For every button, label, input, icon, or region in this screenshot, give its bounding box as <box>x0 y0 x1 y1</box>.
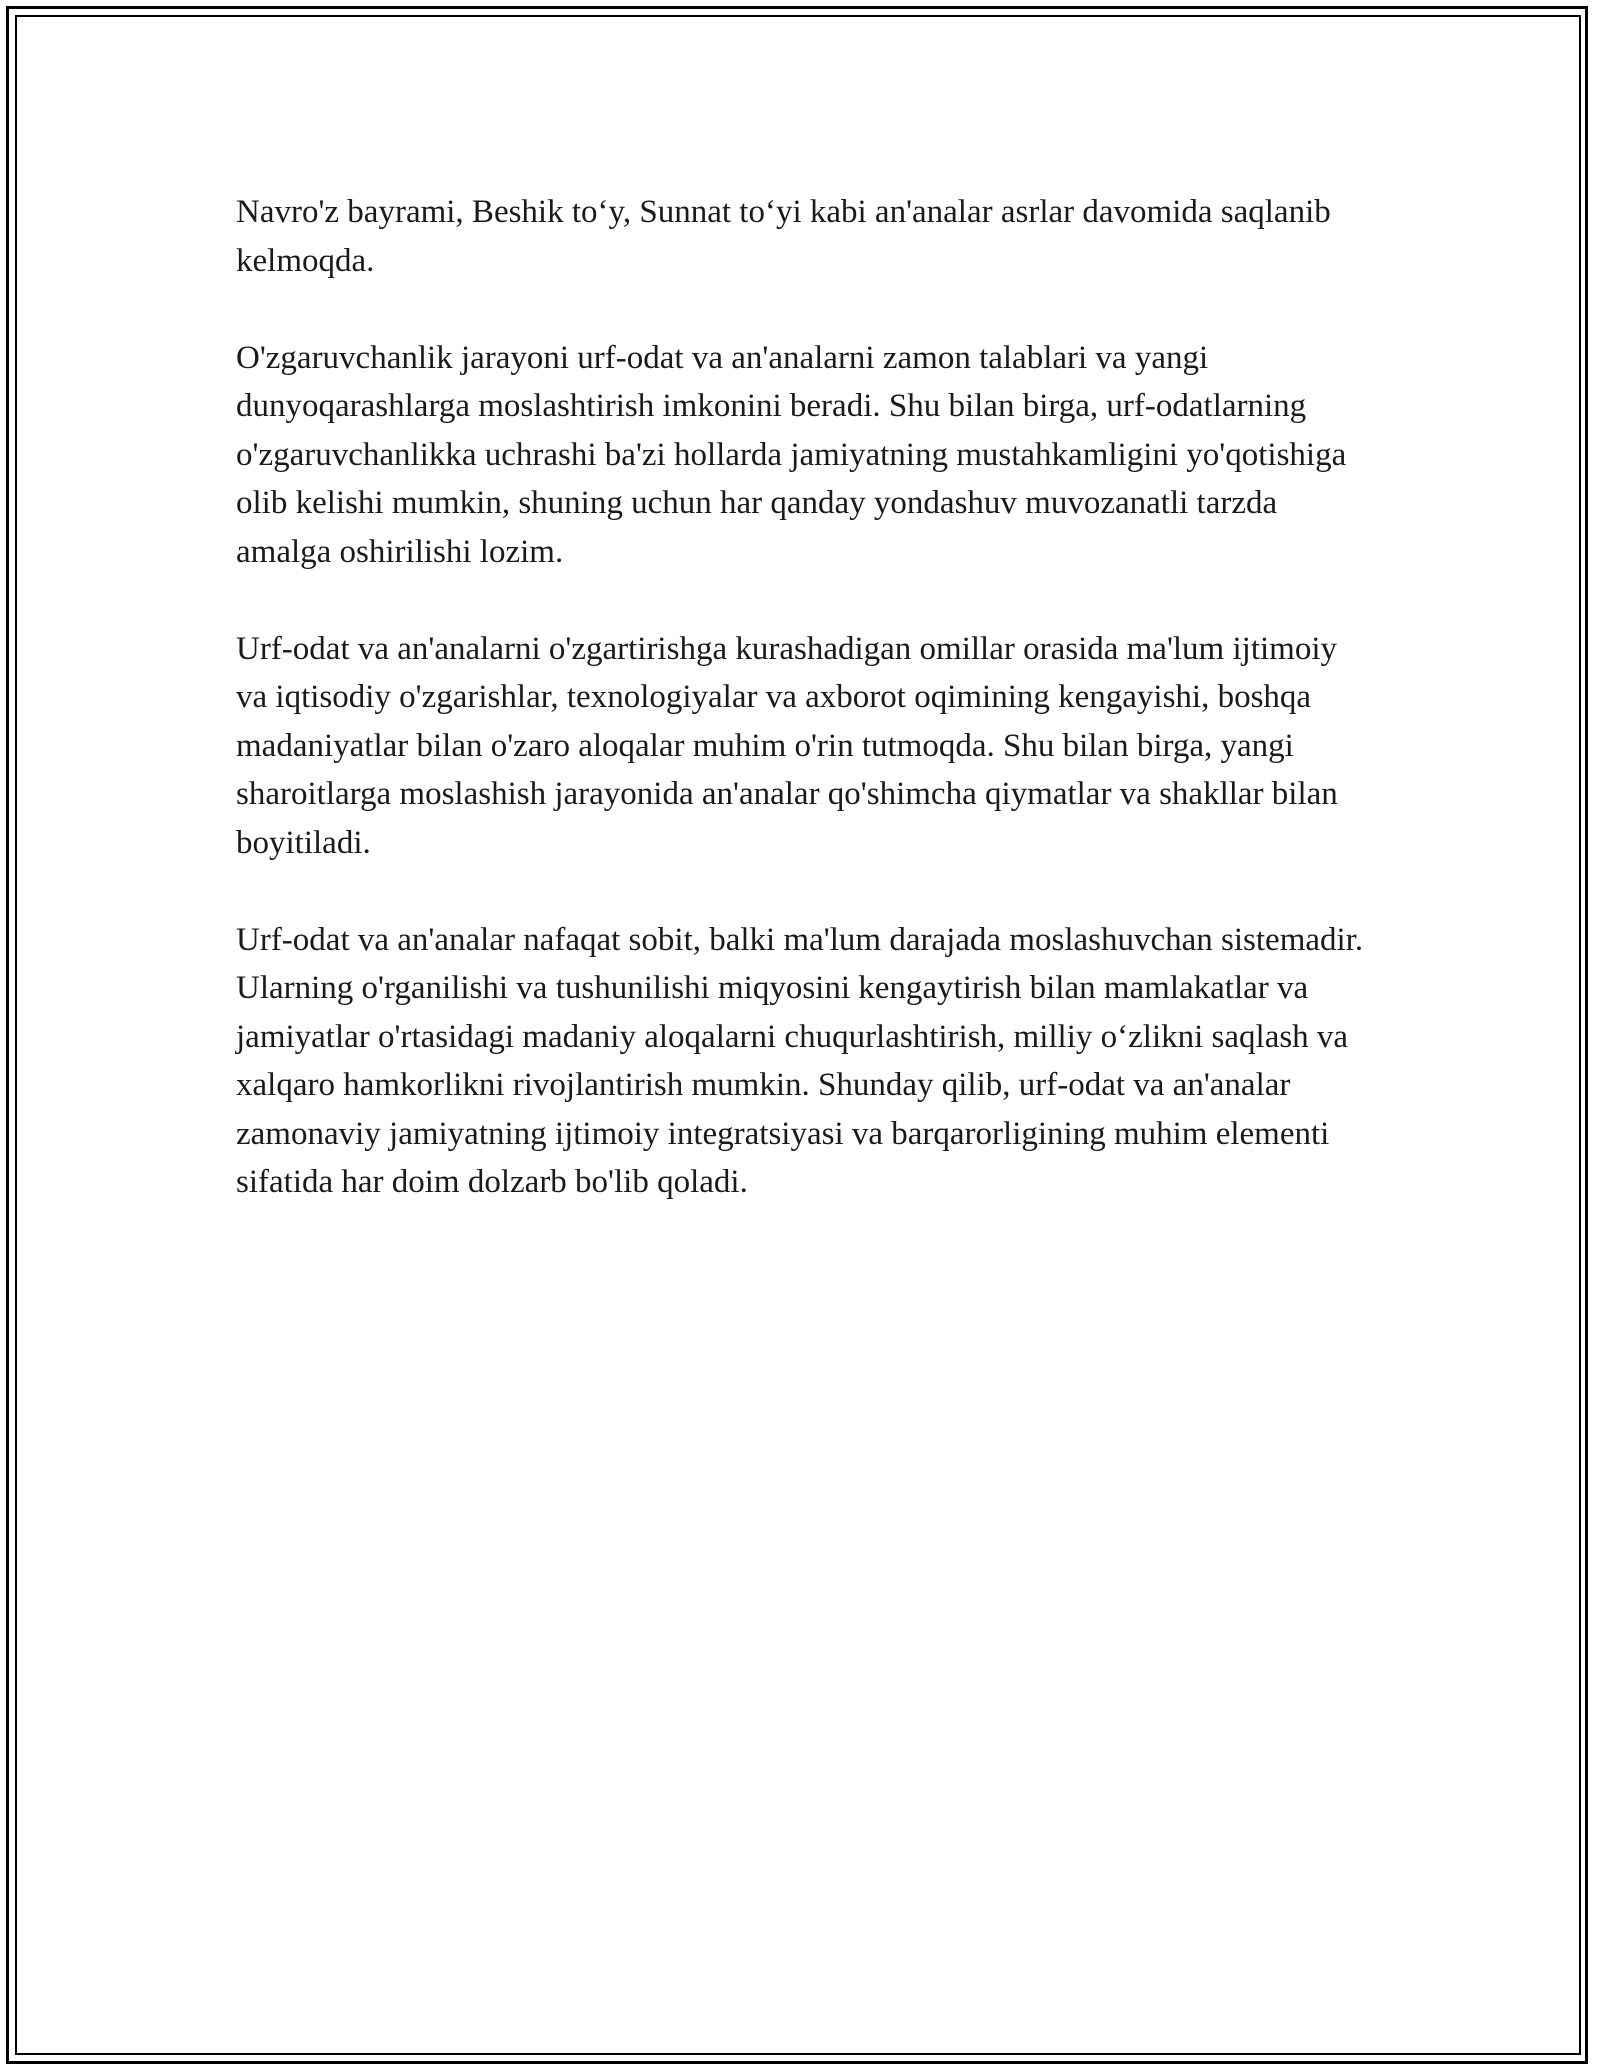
paragraph-4: Urf-odat va an'analar nafaqat sobit, balki ma'lum darajada moslashuvchan sistemadir. Ularning o'rganilishi va tushunilishi miqyosini kengaytirish bilan mamlakatlar va jamiyatlar o'rtasidagi madaniy aloqalarni chuqurlashtirish, milliy o‘zlikni saqlash va xalqaro hamkorlikni rivojlantirish mumkin. Shunday qilib, urf-odat va an'analar zamonaviy jamiyatning ijtimoiy integratsiyasi va barqarorligining muhim elementi sifatida har doim dolzarb bo'lib qoladi. <box>236 921 1364 1200</box>
document-body <box>236 188 1366 1255</box>
paragraph-1: Navro'z bayrami, Beshik to‘y, Sunnat to‘yi kabi an'analar asrlar davomida saqlanib kelmoqda. <box>236 194 1331 279</box>
paragraph-3: Urf-odat va an'analarni o'zgartirishga kurashadigan omillar orasida ma'lum ijtimoiy va iqtisodiy o'zgarishlar, texnologiyalar va axborot oqimining kengayishi, boshqa madaniyatlar bilan o'zaro aloqalar muhim o'rin tutmoqda. Shu bilan birga, yangi sharoitlarga moslashish jarayonida an'analar qo'shimcha qiymatlar va shakllar bilan boyitiladi. <box>236 630 1338 861</box>
paragraph-2: O'zgaruvchanlik jarayoni urf-odat va an'analarni zamon talablari va yangi dunyoqarashlarga moslashtirish imkonini beradi. Shu bilan birga, urf-odatlarning o'zgaruvchanlikka uchrashi ba'zi hollarda jamiyatning mustahkamligini yo'qotishiga olib kelishi mumkin, shuning uchun har qanday yondashuv muvozanatli tarzda amalga oshirilishi lozim. <box>236 339 1347 570</box>
